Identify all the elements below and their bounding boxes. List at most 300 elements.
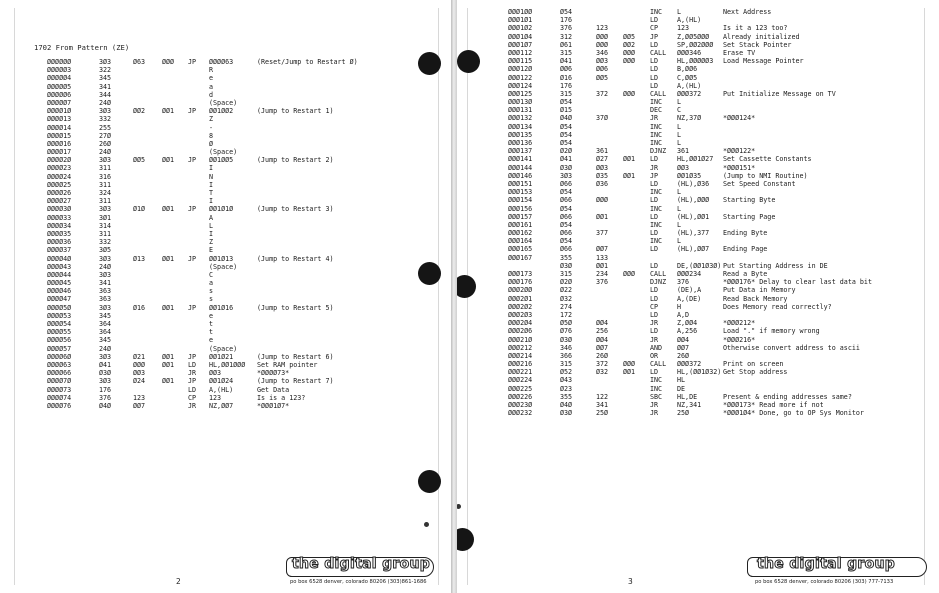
listing-operand: e bbox=[209, 336, 214, 345]
listing-mnemonic: DJNZ bbox=[650, 278, 667, 287]
listing-mnemonic: CP bbox=[188, 393, 197, 402]
listing-operand: HL,DE bbox=[677, 392, 698, 401]
listing-opcode: Ø61 bbox=[560, 40, 573, 49]
listing-operand: ØØØ346 bbox=[677, 48, 702, 57]
listing-opcode: Ø54 bbox=[560, 139, 573, 147]
listing-comment: Ending Byte bbox=[723, 229, 768, 238]
listing-address: ØØØ2Ø2 bbox=[508, 302, 533, 311]
listing-operand: ØØ1Ø16 bbox=[209, 303, 234, 312]
listing-mnemonic: CALL bbox=[650, 360, 667, 369]
listing-operand: L bbox=[677, 204, 682, 213]
listing-address: ØØØØ46 bbox=[47, 287, 72, 296]
listing-comment: Present & ending addresses same? bbox=[723, 392, 852, 401]
listing-address: ØØØØ54 bbox=[47, 320, 72, 328]
listing-operand-1: ØØ3 bbox=[596, 57, 609, 66]
listing-mnemonic: LD bbox=[650, 310, 659, 319]
listing-operand-1: ØØ2 bbox=[133, 107, 146, 116]
listing-comment: Read Back Memory bbox=[723, 294, 788, 303]
listing-address: ØØØ151 bbox=[508, 179, 533, 188]
listing-mnemonic: LD bbox=[650, 65, 659, 74]
listing-operand: NZ,37Ø bbox=[677, 114, 702, 123]
listing-operand: ØØ1Ø35 bbox=[677, 171, 702, 180]
listing-opcode: 3Ø3 bbox=[99, 107, 112, 116]
listing-comment: Put Starting Address in DE bbox=[723, 261, 828, 270]
listing-address: ØØØØ57 bbox=[47, 344, 72, 353]
listing-opcode: 24Ø bbox=[99, 148, 112, 157]
listing-operand-1: 234 bbox=[596, 270, 609, 278]
listing-address: ØØØ13Ø bbox=[508, 98, 533, 107]
listing-operand-1: Ø13 bbox=[133, 254, 146, 263]
listing-mnemonic: LD bbox=[650, 16, 659, 25]
listing-opcode: Ø15 bbox=[560, 106, 573, 115]
listing-address: ØØØ122 bbox=[508, 73, 533, 82]
listing-opcode: 3Ø3 bbox=[99, 156, 112, 165]
listing-address: ØØØ225 bbox=[508, 384, 533, 393]
listing-comment: Starting Byte bbox=[723, 196, 776, 205]
listing-operand: ØØØ372 bbox=[677, 360, 702, 369]
listing-operand: 25Ø bbox=[677, 409, 690, 418]
listing-comment: (Reset/Jump to Restart Ø) bbox=[257, 58, 358, 66]
listing-opcode: 27Ø bbox=[99, 131, 112, 140]
listing-opcode: 24Ø bbox=[99, 344, 112, 353]
right-page bbox=[457, 0, 939, 593]
listing-comment: Read a Byte bbox=[723, 270, 768, 278]
listing-operand-1: Ø27 bbox=[596, 155, 609, 164]
listing-address: ØØØ2Ø6 bbox=[508, 327, 533, 336]
listing-address: ØØØØ14 bbox=[47, 123, 72, 132]
listing-mnemonic: LD bbox=[650, 327, 659, 336]
listing-opcode: 341 bbox=[99, 279, 112, 288]
binding-dot bbox=[424, 522, 429, 527]
listing-opcode: 176 bbox=[560, 16, 573, 25]
listing-comment: *ØØØ1Ø4* Done, go to OP Sys Monitor bbox=[723, 409, 864, 418]
listing-operand-1: Ø1Ø bbox=[133, 205, 146, 214]
listing-operand: (Space) bbox=[209, 262, 238, 271]
listing-mnemonic: CALL bbox=[650, 89, 667, 98]
listing-mnemonic: JP bbox=[188, 377, 197, 386]
listing-operand: A bbox=[209, 213, 214, 222]
listing-operand: - bbox=[209, 123, 214, 132]
listing-operand: C bbox=[677, 106, 682, 115]
listing-mnemonic: JR bbox=[650, 409, 659, 418]
listing-operand-2: ØØØ bbox=[162, 58, 175, 66]
listing-mnemonic: OR bbox=[650, 351, 659, 360]
listing-opcode: 3Ø3 bbox=[99, 205, 112, 214]
listing-opcode: 322 bbox=[99, 66, 112, 75]
listing-mnemonic: INC bbox=[650, 237, 663, 246]
listing-comment: Set Stack Pointer bbox=[723, 40, 792, 49]
listing-operand-1: ØØ1 bbox=[596, 261, 609, 270]
listing-operand-1: ØØ6 bbox=[596, 65, 609, 74]
listing-comment: Set RAM pointer bbox=[257, 360, 318, 369]
listing-address: ØØØ176 bbox=[508, 278, 533, 287]
listing-opcode: 311 bbox=[99, 164, 112, 173]
listing-address: ØØØ134 bbox=[508, 122, 533, 131]
listing-operand-2: ØØ1 bbox=[162, 107, 175, 116]
listing-address: ØØØ2Ø3 bbox=[508, 310, 533, 319]
listing-mnemonic: DEC bbox=[650, 106, 663, 115]
listing-address: ØØØØ16 bbox=[47, 139, 72, 148]
listing-operand: a bbox=[209, 82, 214, 91]
listing-operand: 26Ø bbox=[677, 351, 690, 360]
listing-operand: DE bbox=[677, 384, 686, 393]
listing-operand: L bbox=[677, 220, 682, 229]
listing-mnemonic: JP bbox=[650, 171, 659, 180]
listing-operand-2: ØØ1 bbox=[162, 360, 175, 369]
listing-mnemonic: LD bbox=[650, 155, 659, 164]
listing-comment: Does Memory read correctly? bbox=[723, 302, 832, 311]
listing-mnemonic: CP bbox=[650, 24, 659, 33]
listing-comment: Next Address bbox=[723, 8, 772, 16]
listing-opcode: Ø22 bbox=[560, 286, 573, 295]
listing-operand: Z bbox=[209, 238, 214, 247]
listing-mnemonic: INC bbox=[650, 204, 663, 213]
listing-address: ØØØØØ3 bbox=[47, 66, 72, 75]
listing-opcode: Ø41 bbox=[99, 360, 112, 369]
listing-address: ØØØ2Ø1 bbox=[508, 294, 533, 303]
listing-operand-1: 377 bbox=[596, 229, 609, 238]
listing-opcode: 364 bbox=[99, 320, 112, 328]
listing-opcode: 3Ø5 bbox=[99, 246, 112, 255]
listing-operand: s bbox=[209, 295, 214, 304]
listing-opcode: Ø41 bbox=[560, 155, 573, 164]
listing-operand: HL,(ØØ1Ø32) bbox=[677, 368, 722, 377]
listing-comment: *ØØØ176* Delay to clear last data bit bbox=[723, 278, 872, 287]
listing-opcode: 274 bbox=[560, 302, 573, 311]
listing-operand: B,ØØ6 bbox=[677, 65, 698, 74]
listing-opcode: Ø54 bbox=[560, 188, 573, 197]
listing-operand: A,(DE) bbox=[677, 294, 702, 303]
listing-mnemonic: INC bbox=[650, 188, 663, 197]
listing-operand-2: ØØ1 bbox=[623, 171, 636, 180]
listing-address: ØØØØ37 bbox=[47, 246, 72, 255]
listing-comment: Set Cassette Constants bbox=[723, 155, 812, 164]
listing-operand-1: ØØ5 bbox=[133, 156, 146, 165]
listing-address: ØØØ164 bbox=[508, 237, 533, 246]
listing-operand-2: ØØØ bbox=[623, 360, 636, 369]
listing-operand: t bbox=[209, 320, 214, 328]
listing-opcode: 341 bbox=[99, 82, 112, 91]
listing-address: ØØØØ5Ø bbox=[47, 303, 72, 312]
listing-opcode: 3Ø3 bbox=[99, 352, 112, 361]
listing-operand-1: Ø63 bbox=[133, 58, 146, 66]
listing-opcode: 315 bbox=[560, 270, 573, 278]
listing-address: ØØØØ76 bbox=[47, 401, 72, 410]
listing-address: ØØØ146 bbox=[508, 171, 533, 180]
listing-address: ØØØ221 bbox=[508, 368, 533, 377]
listing-operand-1: ØØØ bbox=[596, 196, 609, 205]
listing-operand-1: 122 bbox=[596, 392, 609, 401]
listing-opcode: 366 bbox=[560, 351, 573, 360]
page-number: 3 bbox=[628, 577, 633, 586]
listing-operand-1: Ø35 bbox=[596, 171, 609, 180]
listing-comment: Ending Page bbox=[723, 245, 768, 254]
listing-operand: (HL),Ø36 bbox=[677, 179, 710, 188]
listing-operand: L bbox=[677, 130, 682, 139]
listing-operand: t bbox=[209, 328, 214, 337]
listing-operand: ØØ1Ø13 bbox=[209, 254, 234, 263]
listing-opcode: 315 bbox=[560, 360, 573, 369]
punch-hole bbox=[418, 470, 441, 493]
listing-address: ØØØØ56 bbox=[47, 336, 72, 345]
listing-opcode: Ø5Ø bbox=[560, 319, 573, 328]
listing-mnemonic: INC bbox=[650, 98, 663, 107]
listing-operand: ØØ1Ø21 bbox=[209, 352, 234, 361]
listing-operand: SP,ØØ2ØØØ bbox=[677, 40, 714, 49]
listing-mnemonic: JR bbox=[188, 401, 197, 410]
listing-address: ØØØØ43 bbox=[47, 262, 72, 271]
listing-operand-2: ØØ1 bbox=[162, 205, 175, 214]
listing-opcode: Ø66 bbox=[560, 179, 573, 188]
listing-opcode: Ø54 bbox=[560, 237, 573, 246]
listing-mnemonic: JP bbox=[188, 352, 197, 361]
listing-operand: C,ØØ5 bbox=[677, 73, 698, 82]
listing-operand: ØØØØ63 bbox=[209, 58, 234, 66]
listing-address: ØØØ153 bbox=[508, 188, 533, 197]
listing-operand: 376 bbox=[677, 278, 690, 287]
listing-opcode: 324 bbox=[99, 189, 112, 197]
listing-opcode: Ø16 bbox=[560, 73, 573, 82]
listing-comment: (Jump to NMI Routine) bbox=[723, 171, 808, 180]
binding-dot bbox=[457, 504, 461, 509]
listing-address: ØØØØ2Ø bbox=[47, 156, 72, 165]
listing-opcode: 3Ø3 bbox=[99, 58, 112, 66]
listing-address: ØØØØØØ bbox=[47, 58, 72, 66]
listing-operand-1: ØØ4 bbox=[596, 335, 609, 344]
listing-opcode: 345 bbox=[99, 336, 112, 345]
listing-opcode: Ø32 bbox=[560, 294, 573, 303]
listing-mnemonic: JP bbox=[650, 32, 659, 41]
listing-opcode: Ø52 bbox=[560, 368, 573, 377]
listing-address: ØØØ1ØØ bbox=[508, 8, 533, 16]
listing-mnemonic: CP bbox=[650, 302, 659, 311]
listing-operand: I bbox=[209, 180, 214, 189]
listing-address: ØØØ1Ø4 bbox=[508, 32, 533, 41]
listing-opcode: 312 bbox=[560, 32, 573, 41]
listing-operand: L bbox=[677, 237, 682, 246]
listing-operand-1: ØØ1 bbox=[596, 212, 609, 221]
listing-opcode: Ø23 bbox=[560, 384, 573, 393]
listing-opcode: 26Ø bbox=[99, 139, 112, 148]
listing-operand: H bbox=[677, 302, 682, 311]
listing-opcode: Ø43 bbox=[560, 376, 573, 385]
listing-address: ØØØØ4Ø bbox=[47, 254, 72, 263]
listing-operand: a bbox=[209, 279, 214, 288]
listing-operand: N bbox=[209, 172, 214, 181]
listing-mnemonic: LD bbox=[650, 73, 659, 82]
listing-address: ØØØØØ6 bbox=[47, 90, 72, 99]
listing-operand: ØØØ234 bbox=[677, 270, 702, 278]
listing-address: ØØØ212 bbox=[508, 343, 533, 352]
listing-comment: (Jump to Restart 5) bbox=[257, 303, 334, 312]
listing-address: ØØØ157 bbox=[508, 212, 533, 221]
listing-opcode: Ø3Ø bbox=[99, 369, 112, 378]
listing-mnemonic: JP bbox=[188, 58, 197, 66]
listing-comment: Put Initialize Message on TV bbox=[723, 89, 836, 98]
listing-opcode: 311 bbox=[99, 197, 112, 206]
listing-operand-2: ØØØ bbox=[623, 270, 636, 278]
listing-mnemonic: CALL bbox=[650, 48, 667, 57]
listing-opcode: 364 bbox=[99, 328, 112, 337]
listing-opcode: Ø3Ø bbox=[560, 409, 573, 418]
listing-mnemonic: JR bbox=[650, 335, 659, 344]
listing-address: ØØØ214 bbox=[508, 351, 533, 360]
listing-address: ØØØ216 bbox=[508, 360, 533, 369]
listing-address: ØØØØØ4 bbox=[47, 74, 72, 83]
listing-address: ØØØ141 bbox=[508, 155, 533, 164]
listing-operand-1: 361 bbox=[596, 147, 609, 156]
listing-operand: ØØ7 bbox=[677, 343, 690, 352]
listing-mnemonic: LD bbox=[650, 286, 659, 295]
listing-address: ØØØØ53 bbox=[47, 311, 72, 320]
listing-mnemonic: LD bbox=[650, 368, 659, 377]
brand-logo-text: the digital group bbox=[757, 556, 896, 572]
listing-mnemonic: JR bbox=[650, 319, 659, 328]
listing-address: ØØØØ15 bbox=[47, 131, 72, 140]
listing-address: ØØØØ55 bbox=[47, 328, 72, 337]
listing-address: ØØØØØ7 bbox=[47, 98, 72, 107]
listing-address: ØØØØ34 bbox=[47, 221, 72, 230]
listing-operand-1: 256 bbox=[596, 327, 609, 336]
listing-operand-1: 123 bbox=[133, 393, 146, 402]
listing-opcode: 376 bbox=[560, 24, 573, 33]
listing-comment: *ØØØ122* bbox=[723, 147, 756, 156]
listing-operand-1: ØØ7 bbox=[596, 343, 609, 352]
listing-operand: A,256 bbox=[677, 327, 698, 336]
listing-opcode: Ø4Ø bbox=[560, 114, 573, 123]
listing-address: ØØØ2ØØ bbox=[508, 286, 533, 295]
listing-comment: *ØØØ124* bbox=[723, 114, 756, 123]
listing-operand: A,(HL) bbox=[677, 16, 702, 25]
listing-opcode: Ø4Ø bbox=[99, 401, 112, 410]
listing-mnemonic: DJNZ bbox=[650, 147, 667, 156]
listing-comment: Erase TV bbox=[723, 48, 756, 57]
listing-comment: Print on screen bbox=[723, 360, 784, 369]
listing-address: ØØØ144 bbox=[508, 163, 533, 172]
listing-operand: L bbox=[677, 122, 682, 131]
listing-operand: (Space) bbox=[209, 148, 238, 157]
listing-comment: (Jump to Restart 1) bbox=[257, 107, 334, 116]
listing-comment: *ØØØ216* bbox=[723, 335, 756, 344]
listing-opcode: 24Ø bbox=[99, 262, 112, 271]
listing-operand: (HL),ØØ7 bbox=[677, 245, 710, 254]
listing-mnemonic: LD bbox=[650, 40, 659, 49]
listing-mnemonic: LD bbox=[650, 196, 659, 205]
listing-comment: Already initialized bbox=[723, 32, 800, 41]
listing-opcode: 311 bbox=[99, 229, 112, 238]
listing-opcode: 363 bbox=[99, 287, 112, 296]
listing-operand: ØØ4 bbox=[677, 335, 690, 344]
listing-operand: ØØ1ØØ2 bbox=[209, 107, 234, 116]
listing-address: ØØØØ33 bbox=[47, 213, 72, 222]
listing-address: ØØØ132 bbox=[508, 114, 533, 123]
listing-opcode: 376 bbox=[99, 393, 112, 402]
listing-address: ØØØ23Ø bbox=[508, 401, 533, 409]
listing-opcode: Ø54 bbox=[560, 98, 573, 107]
listing-opcode: Ø54 bbox=[560, 204, 573, 213]
listing-operand-1: ØØ4 bbox=[596, 319, 609, 328]
listing-comment: *ØØØ1Ø7* bbox=[257, 401, 290, 410]
listing-operand: Z,ØØ4 bbox=[677, 319, 698, 328]
page-number: 2 bbox=[176, 577, 181, 586]
listing-operand-1: 25Ø bbox=[596, 409, 609, 418]
listing-address: ØØØ226 bbox=[508, 392, 533, 401]
listing-operand-1: ØØØ bbox=[596, 40, 609, 49]
listing-address: ØØØØ13 bbox=[47, 115, 72, 124]
listing-opcode: 176 bbox=[99, 385, 112, 394]
listing-mnemonic: INC bbox=[650, 376, 663, 385]
listing-operand: (HL),ØØ1 bbox=[677, 212, 710, 221]
listing-operand: ØØ1ØØ5 bbox=[209, 156, 234, 165]
listing-address: ØØØØ35 bbox=[47, 229, 72, 238]
listing-operand: (Space) bbox=[209, 344, 238, 353]
listing-comment: (Jump to Restart 2) bbox=[257, 156, 334, 165]
listing-operand: HL bbox=[677, 376, 686, 385]
listing-comment: Load Message Pointer bbox=[723, 57, 804, 66]
listing-operand-2: ØØ1 bbox=[162, 352, 175, 361]
listing-opcode: 172 bbox=[560, 310, 573, 319]
listing-opcode: 344 bbox=[99, 90, 112, 99]
listing-opcode: 355 bbox=[560, 392, 573, 401]
listing-address: ØØØ165 bbox=[508, 245, 533, 254]
listing-operand: DE,(ØØ1Ø3Ø) bbox=[677, 261, 722, 270]
listing-mnemonic: JP bbox=[188, 107, 197, 116]
listing-mnemonic: LD bbox=[650, 57, 659, 66]
listing-opcode: Ø3Ø bbox=[560, 335, 573, 344]
listing-address: ØØØ156 bbox=[508, 204, 533, 213]
listing-operand: L bbox=[677, 8, 682, 16]
listing-operand: I bbox=[209, 229, 214, 238]
listing-address: ØØØ125 bbox=[508, 89, 533, 98]
listing-operand-2: ØØ1 bbox=[162, 156, 175, 165]
listing-operand-2: ØØØ bbox=[623, 57, 636, 66]
listing-operand-1: 133 bbox=[596, 253, 609, 262]
listing-comment: Get Stop address bbox=[723, 368, 788, 377]
listing-operand: d bbox=[209, 90, 214, 99]
listing-operand: ØØ1Ø24 bbox=[209, 377, 234, 386]
listing-comment: Set Speed Constant bbox=[723, 179, 796, 188]
listing-comment: Starting Page bbox=[723, 212, 776, 221]
listing-operand-1: ØØ7 bbox=[596, 245, 609, 254]
listing-address: ØØØ1Ø2 bbox=[508, 24, 533, 33]
listing-operand-2: ØØ1 bbox=[162, 303, 175, 312]
listing-operand-1: Ø16 bbox=[133, 303, 146, 312]
listing-address: ØØØ224 bbox=[508, 376, 533, 385]
listing-mnemonic: LD bbox=[650, 294, 659, 303]
listing-mnemonic: INC bbox=[650, 122, 663, 131]
listing-mnemonic: INC bbox=[650, 139, 663, 147]
listing-address: ØØØØ45 bbox=[47, 279, 72, 288]
listing-address: ØØØ115 bbox=[508, 57, 533, 66]
listing-address: ØØØ154 bbox=[508, 196, 533, 205]
listing-opcode: 314 bbox=[99, 221, 112, 230]
listing-opcode: Ø66 bbox=[560, 196, 573, 205]
listing-address: ØØØ167 bbox=[508, 253, 533, 262]
listing-address: ØØØØ24 bbox=[47, 172, 72, 181]
listing-operand: (HL),377 bbox=[677, 229, 710, 238]
listing-comment: (Jump to Restart 6) bbox=[257, 352, 334, 361]
listing-operand-1: 376 bbox=[596, 278, 609, 287]
listing-operand: (HL),ØØØ bbox=[677, 196, 710, 205]
listing-opcode: 316 bbox=[99, 172, 112, 181]
listing-address: ØØØØØ5 bbox=[47, 82, 72, 91]
listing-operand-1: 372 bbox=[596, 360, 609, 369]
listing-opcode: 3Ø1 bbox=[99, 213, 112, 222]
listing-operand: L bbox=[677, 188, 682, 197]
listing-address: ØØØØ47 bbox=[47, 295, 72, 304]
listing-mnemonic: INC bbox=[650, 220, 663, 229]
listing-mnemonic: JR bbox=[650, 163, 659, 172]
